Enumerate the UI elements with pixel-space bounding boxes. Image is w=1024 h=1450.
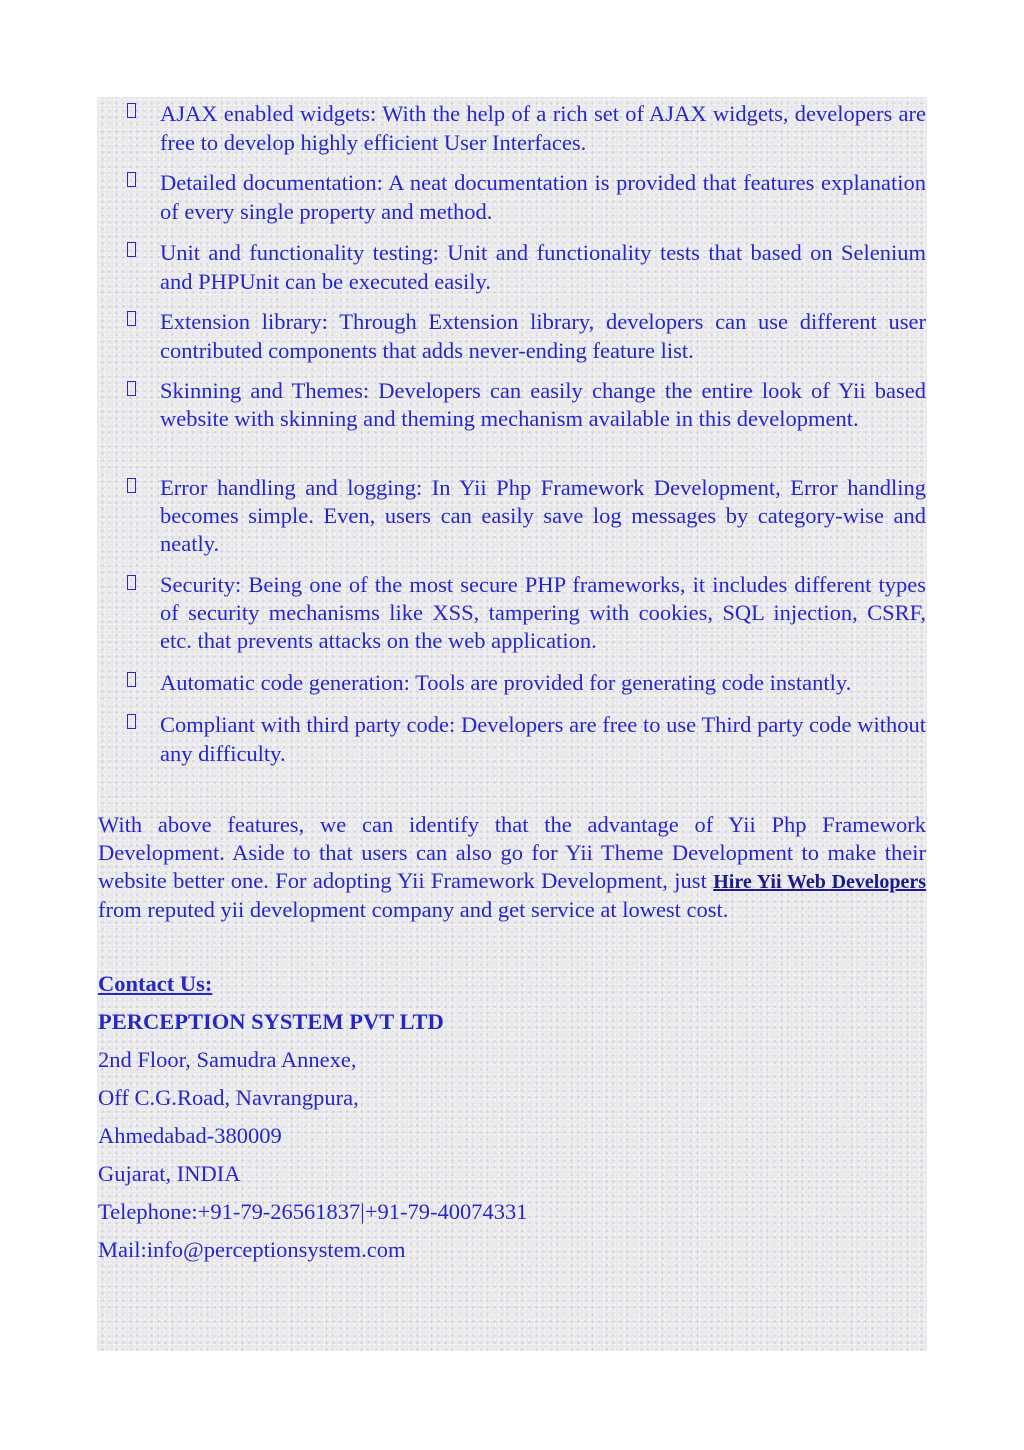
summary-text-after: from reputed yii development company and get service at lowest cost.: [98, 897, 729, 922]
feature-text: Automatic code generation: Tools are provided for generating code instantly.: [160, 670, 852, 695]
missing-glyph-bullet-icon: [127, 311, 136, 326]
city-line: Ahmedabad-380009: [98, 1123, 282, 1148]
feature-text: Detailed documentation: A neat documentation is provided that features explanation of every single property and method.: [160, 170, 926, 224]
feature-text: Error handling and logging: In Yii Php Framework Development, Error handling becomes simple. Even, users can easily save log messages by category-wise and neatly.: [160, 475, 926, 556]
summary-text-before: With above features, we can identify that the advantage of Yii Php Framework Development. Aside to that users can also go for Yii Theme Development to make their website better one. For adopting Yii Framework Development, just: [98, 812, 926, 893]
feature-text: Extension library: Through Extension library, developers can use different user contributed components that adds never-ending feature list.: [160, 309, 926, 363]
list-item: [97, 238, 927, 296]
missing-glyph-bullet-icon: [127, 242, 136, 257]
missing-glyph-bullet-icon: [127, 172, 136, 187]
summary-paragraph: [98, 811, 926, 924]
missing-glyph-bullet-icon: [127, 672, 136, 687]
feature-text: Skinning and Themes: Developers can easily change the entire look of Yii based website with skinning and theming mechanism available in this development.: [160, 378, 926, 431]
missing-glyph-bullet-icon: [127, 478, 136, 493]
state-line: Gujarat, INDIA: [98, 1161, 241, 1186]
mail-line: Mail:info@perceptionsystem.com: [98, 1237, 406, 1262]
list-item: [97, 307, 927, 365]
list-item: [97, 710, 927, 768]
telephone-line: Telephone:+91-79-26561837|+91-79-40074331: [98, 1199, 528, 1224]
contact-heading: Contact Us:: [98, 971, 213, 996]
feature-text: Security: Being one of the most secure PHP frameworks, it includes different types of security mechanisms like XSS, tampering with cookies, SQL injection, CSRF, etc. that prevents attacks on the web application.: [160, 572, 926, 653]
address-line-1: 2nd Floor, Samudra Annexe,: [98, 1047, 357, 1072]
missing-glyph-bullet-icon: [127, 103, 136, 118]
list-item: [97, 168, 927, 226]
list-item: [97, 571, 927, 655]
contact-block: [98, 965, 798, 1269]
list-item: [97, 668, 927, 697]
missing-glyph-bullet-icon: [127, 575, 136, 590]
hire-yii-web-developers-link[interactable]: Hire Yii Web Developers: [713, 871, 926, 893]
address-line-2: Off C.G.Road, Navrangpura,: [98, 1085, 359, 1110]
list-item: [97, 377, 927, 433]
missing-glyph-bullet-icon: [127, 714, 136, 729]
list-item: [97, 474, 927, 558]
missing-glyph-bullet-icon: [127, 381, 136, 396]
feature-text: AJAX enabled widgets: With the help of a rich set of AJAX widgets, developers are free to develop highly efficient User Interfaces.: [160, 101, 926, 155]
document-page: [97, 97, 927, 1351]
company-name: PERCEPTION SYSTEM PVT LTD: [98, 1009, 444, 1034]
feature-text: Unit and functionality testing: Unit and functionality tests that based on Selenium and PHPUnit can be executed easily.: [160, 240, 926, 294]
feature-text: Compliant with third party code: Developers are free to use Third party code without any difficulty.: [160, 712, 926, 766]
list-item: [97, 99, 927, 157]
